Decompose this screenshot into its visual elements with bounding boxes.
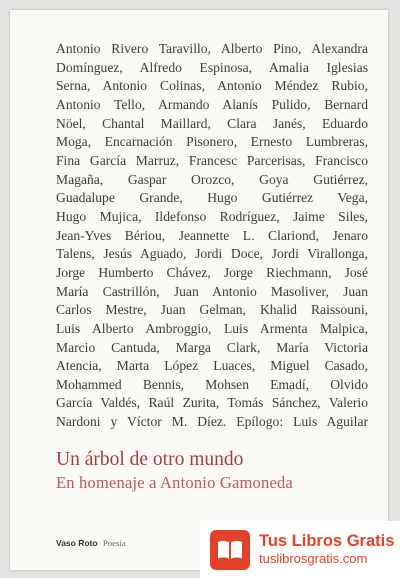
author-line: Nardoni y Víctor M. Díez. Epílogo: Luis Aguilar [56,414,368,430]
watermark-text [259,532,394,567]
author-line: Marcio Cantuda, Marga Clark, María Victoria [56,339,368,355]
author-line: Nöel, Chantal Maillard, Clara Janés, Eduardo [56,115,368,131]
author-line: Mohammed Bennis, Mohsen Emadí, Olvido [56,376,368,392]
watermark-badge[interactable] [200,521,400,578]
author-line: Atencia, Marta López Luaces, Miguel Casado, [56,358,368,374]
author-line: Domínguez, Alfredo Espinosa, Amalia Iglesias [56,59,368,75]
book-subtitle: En homenaje a Antonio Gamoneda [56,473,293,492]
author-list [56,40,368,432]
author-line: Jean-Yves Bériou, Jeannette L. Clariond, Jenaro [56,227,368,243]
author-line: Guadalupe Grande, Hugo Gutiérrez Vega, [56,190,368,206]
watermark-name: Tus Libros Gratis [259,532,395,550]
watermark-url[interactable]: tuslibrosgratis.com [259,551,368,566]
book-title: Un árbol de otro mundo [56,449,244,470]
author-line: Luis Alberto Ambroggio, Luis Armenta Malpica, [56,320,368,336]
author-line: Hugo Mujica, Ildefonso Rodríguez, Jaime Siles, [56,208,368,224]
author-line: Antonio Tello, Armando Alanís Pulido, Bernard [56,96,368,112]
author-line: García Valdés, Raúl Zurita, Tomás Sánchez, Valerio [56,395,368,411]
author-line: Carlos Mestre, Juan Gelman, Khalid Raissouni, [56,302,368,318]
author-line: Moga, Encarnación Pisonero, Ernesto Lumbreras, [56,134,368,150]
collection-name: Poesía [102,538,126,548]
author-line: Jorge Humberto Chávez, Jorge Riechmann, José [56,264,368,280]
author-line: Magaña, Gaspar Orozco, Goya Gutiérrez, [56,171,368,187]
book-cover [10,10,388,570]
author-line: Serna, Antonio Colinas, Antonio Méndez Rubio, [56,78,368,94]
author-line: María Castrillón, Juan Antonio Masoliver, Juan [56,283,368,299]
open-book-icon [210,530,250,570]
author-line: Fina García Marruz, Francesc Parcerisas, Francisco [56,152,368,168]
author-line: Talens, Jesús Aguado, Jordi Doce, Jordi Virallonga, [56,246,368,262]
author-line: Antonio Rivero Taravillo, Alberto Pino, Alexandra [56,41,368,56]
publisher-name: Vaso Roto [56,538,98,548]
publisher-imprint [56,537,126,549]
